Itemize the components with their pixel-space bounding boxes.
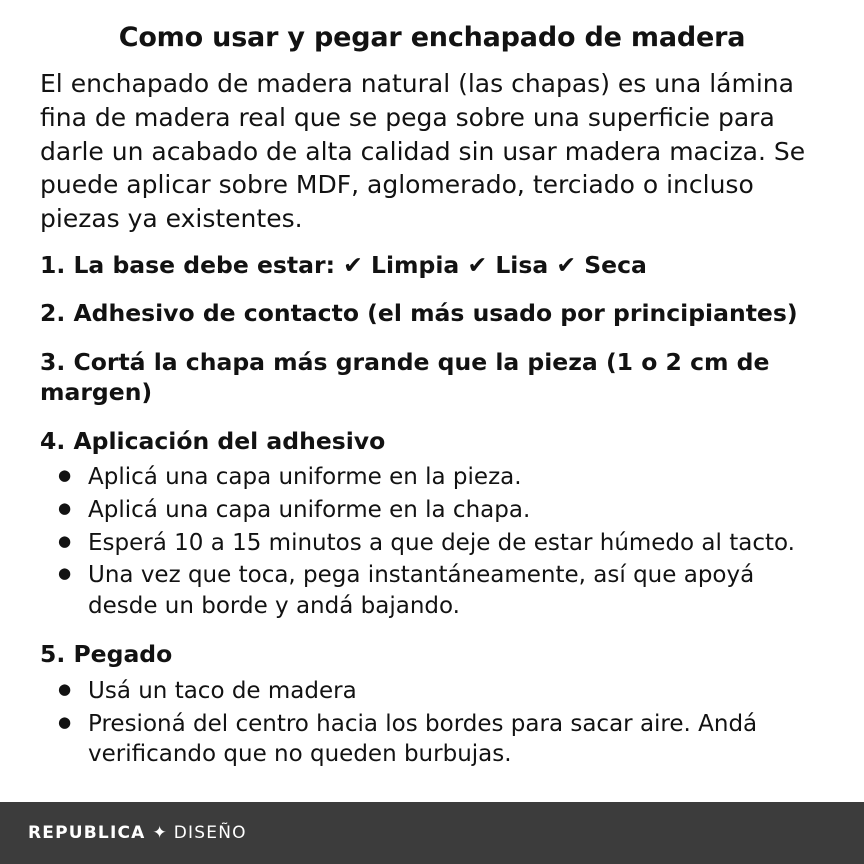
page-title: Como usar y pegar enchapado de madera [118,22,746,53]
brand-name-secondary: DISEÑO [173,823,247,843]
brand-name-primary: REPUBLICA [28,823,146,843]
adhesive-bullet-list [40,462,824,621]
step-3-heading: 3. Cortá la chapa más grande que la pieza (1 o 2 cm de margen) [40,347,770,407]
list-item: ● Presioná del centro hacia los bordes para sacar aire. Andá verificando que no queden burbujas. [54,709,824,770]
step-1-heading: 1. La base debe estar: ✔ Limpia ✔ Lisa ✔ Seca [40,250,647,279]
footer-bar [0,802,864,864]
intro-paragraph: El enchapado de madera natural (las chapas) es una lámina fina de madera real que se pega sobre una superficie para darle un acabado de alta calidad sin usar madera maciza. Se puede aplicar sobre MDF, aglomerado, terciado o incluso piezas ya existentes. [40,69,806,233]
list-item: ● Aplicá una capa uniforme en la chapa. [54,495,824,526]
pegado-bullet-list [40,676,824,770]
list-item: ● Usá un taco de madera [54,676,824,707]
list-item: ● Esperá 10 a 15 minutos a que deje de estar húmedo al tacto. [54,528,824,559]
list-item: ● Una vez que toca, pega instantáneamente, así que apoyá desde un borde y andá bajando. [54,560,824,621]
brand-logo [0,823,247,843]
step-4-heading: 4. Aplicación del adhesivo [40,426,386,455]
star-icon: ✦ [152,822,167,843]
list-item: ● Aplicá una capa uniforme en la pieza. [54,462,824,493]
step-5-heading: 5. Pegado [40,640,173,669]
step-2-heading: 2. Adhesivo de contacto (el más usado por principiantes) [40,299,798,328]
